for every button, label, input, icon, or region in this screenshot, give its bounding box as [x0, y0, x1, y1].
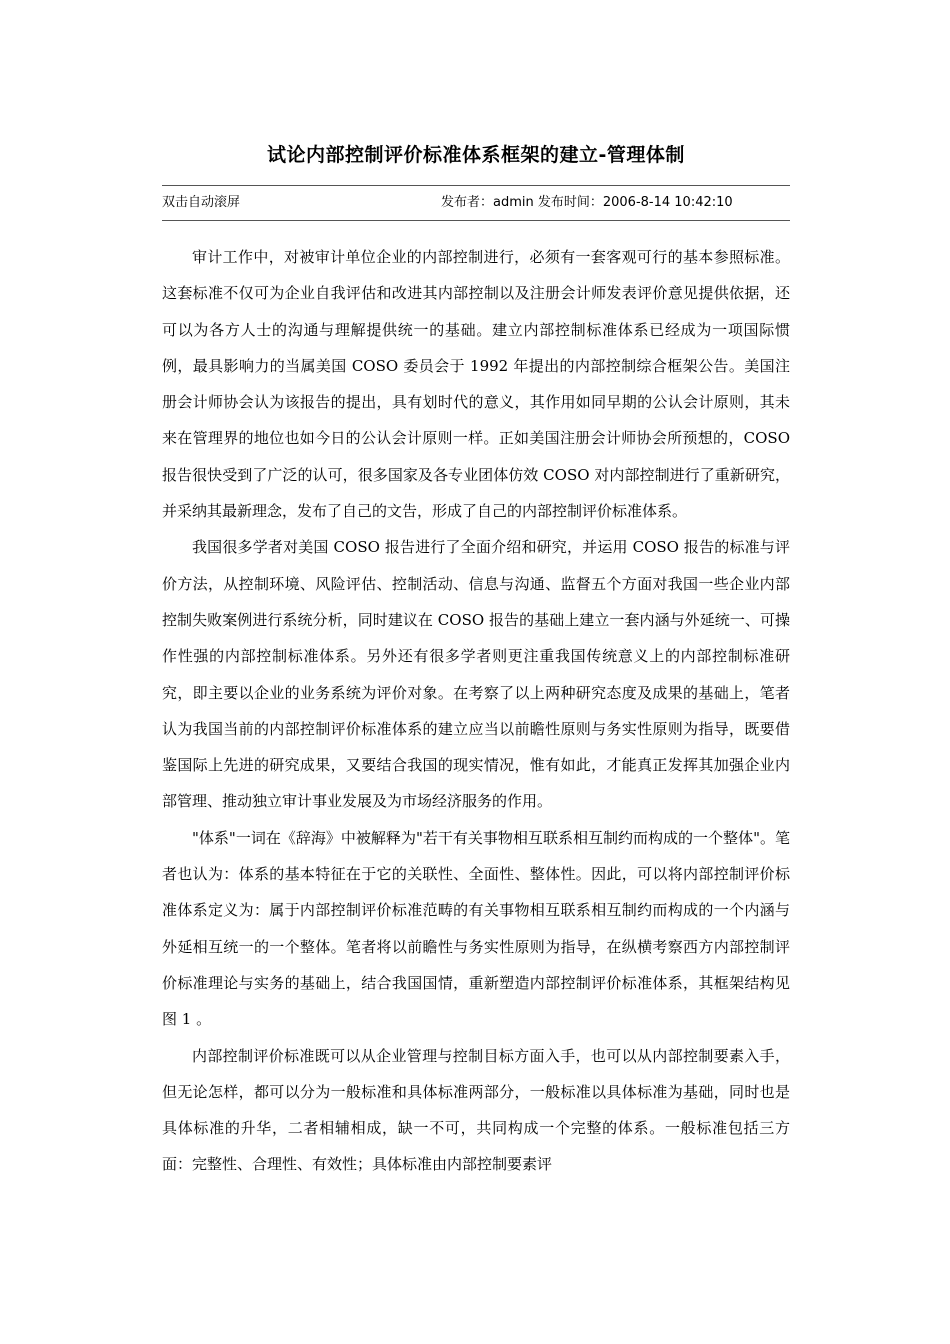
paragraph: 审计工作中，对被审计单位企业的内部控制进行，必须有一套客观可行的基本参照标准。这套标准不仅可为企业自我评估和改进其内部控制以及注册会计师发表评价意见提供依据，还可以为各方人士的沟通与理解提供统一的基础。建立内部控制标准体系已经成为一项国际惯例，最具影响力的当属美国 COSO 委员会于 1992 年提出的内部控制综合框架公告。美国注册会计师协会认为该报告的提出，具有划时代的意义，其作用如同早期的公认会计原则，其未来在管理界的地位也如今日的公认会计原则一样。正如美国注册会计师协会所预想的，COSO 报告很快受到了广泛的认可，很多国家及各专业团体仿效 COSO 对内部控制进行了重新研究，并采纳其最新理念，发布了自己的文告，形成了自己的内部控制评价标准体系。	[162, 248, 790, 521]
header-divider-bottom	[162, 220, 790, 221]
article-title: 试论内部控制评价标准体系框架的建立-管理体制	[267, 144, 685, 166]
paragraph: "体系"一词在《辞海》中被解释为"若干有关事物相互联系相互制约而构成的一个整体"。笔者也认为：体系的基本特征在于它的关联性、全面性、整体性。因此，可以将内部控制评价标准体系定义为：属于内部控制评价标准范畴的有关事物相互联系相互制约而构成的一个内涵与外延相互统一的一个整体。笔者将以前瞻性与务实性原则为指导，在纵横考察西方内部控制评价标准理论与实务的基础上，结合我国国情，重新塑造内部控制评价标准体系，其框架结构见图 1 。	[162, 828, 790, 1029]
paragraph: 我国很多学者对美国 COSO 报告进行了全面介绍和研究，并运用 COSO 报告的标准与评价方法，从控制环境、风险评估、控制活动、信息与沟通、监督五个方面对我国一些企业内部控制失败案例进行系统分析，同时建议在 COSO 报告的基础上建立一套内涵与外延统一、可操作性强的内部控制标准体系。另外还有很多学者则更注重我国传统意义上的内部控制标准研究，即主要以企业的业务系统为评价对象。在考察了以上两种研究态度及成果的基础上，笔者认为我国当前的内部控制评价标准体系的建立应当以前瞻性原则与务实性原则为指导，既要借鉴国际上先进的研究成果，又要结合我国的现实情况，惟有如此，才能真正发挥其加强企业内部管理、推动独立审计事业发展及为市场经济服务的作用。	[162, 538, 790, 811]
article-meta-bar	[162, 187, 790, 218]
article-body	[162, 239, 790, 1183]
paragraph: 内部控制评价标准既可以从企业管理与控制目标方面入手，也可以从内部控制要素入手，但无论怎样，都可以分为一般标准和具体标准两部分，一般标准以具体标准为基础，同时也是具体标准的升华，二者相辅相成，缺一不可，共同构成一个完整的体系。一般标准包括三方面：完整性、合理性、有效性；具体标准由内部控制要素评	[162, 1046, 790, 1174]
header-divider-top	[162, 185, 790, 186]
auto-scroll-hint[interactable]: 双击自动滚屏	[162, 195, 241, 210]
publish-info: 发布者：admin 发布时间：2006-8-14 10:42:10	[441, 195, 733, 210]
